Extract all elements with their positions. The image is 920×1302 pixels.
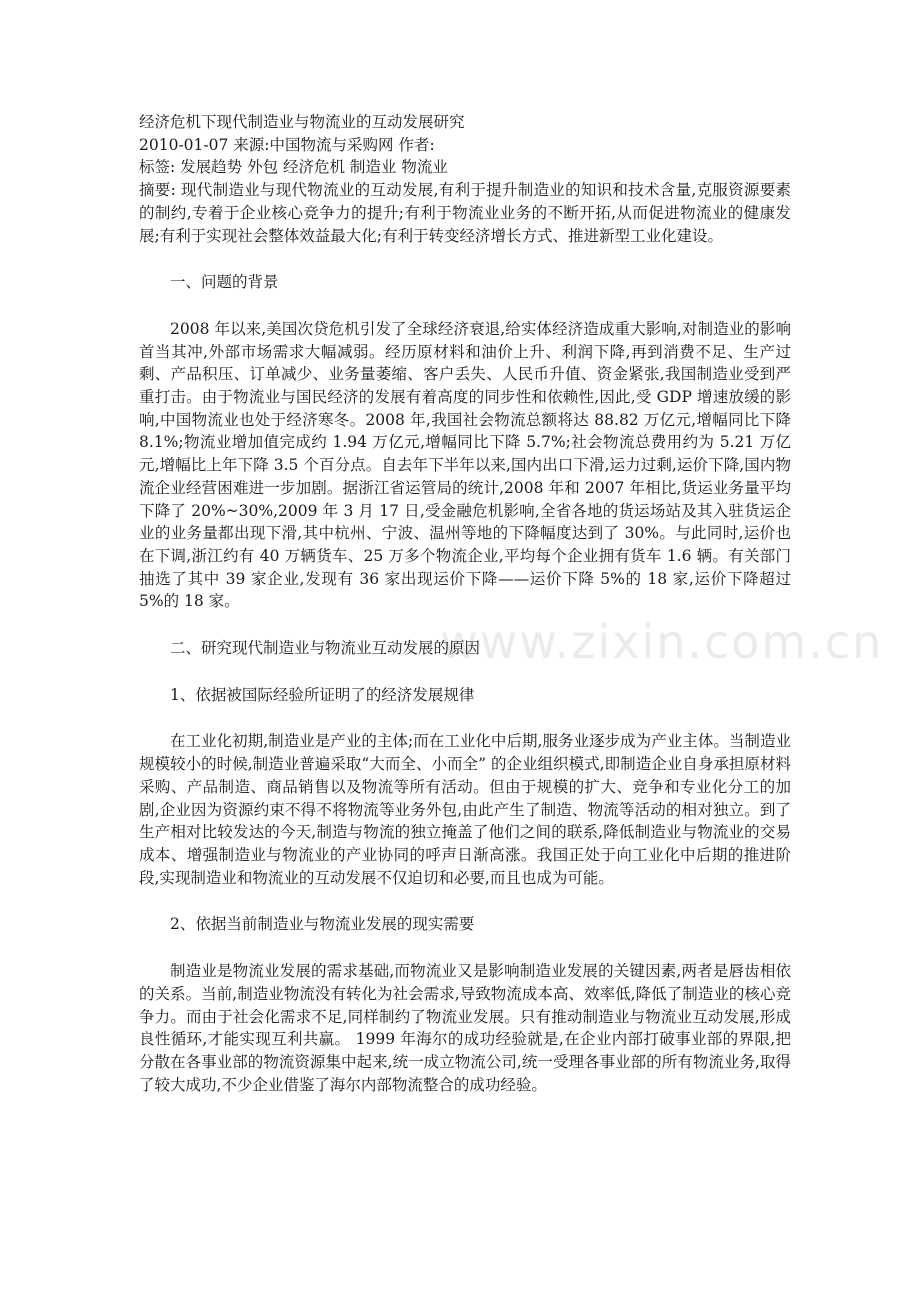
section-heading-reasons: 二、研究现代制造业与物流业互动发展的原因 [170, 639, 481, 658]
section-paragraph-background: 2008 年以来,美国次贷危机引发了全球经济衰退,给实体经济造成重大影响,对制造业的影响首当其冲,外部市场需求大幅减弱。经历原材料和油价上升、利润下降,再到消费不足、生产过剩、产品积压、订单减少、业务量萎缩、客户丢失、人民币升值、资金紧张,我国制造业受到严重打击。由于物流业与国民经济的发展有着高度的同步性和依赖性,因此,受 GDP 增速放缓的影响,中国物流业也处于经济寒冬。2008 年,我国社会物流总额将达 88.82 万亿元,增幅同比下降 8.1%;物流业增加值完成约 1.94 万亿元,增幅同比下降 5.7%;社会物流总费用约为 5.21 万亿元,增幅比上年下降 3.5 个百分点。自去年下半年以来,国内出口下滑,运力过剩,运价下降,国内物流企业经营困难进一步加剧。据浙江省运管局的统计,2008 年和 2007 年相比,货运业务量平均下降了 20%~30%,2009 年 3 月 17 日,受金融危机影响,全省各地的货运场站及其入驻货运企业的业务量都出现下滑,其中杭州、宁波、温州等地的下降幅度达到了 30%。与此同时,运价也在下调,浙江约有 40 万辆货车、25 万多个物流企业,平均每个企业拥有货车 1.6 辆。有关部门抽选了其中 39 家企业,发现有 36 家出现运价下降——运价下降 5%的 18 家,运价下降超过 5%的 18 家。 [139, 319, 791, 611]
subsection-paragraph-2: 制造业是物流业发展的需求基础,而物流业又是影响制造业发展的关键因素,两者是唇齿相依的关系。当前,制造业物流没有转化为社会需求,导致物流成本高、效率低,降低了制造业的核心竞争力。而由于社会化需求不足,同样制约了物流业发展。只有推动制造业与物流业互动发展,形成良性循环,才能实现互利共赢。 1999 年海尔的成功经验就是,在企业内部打破事业部的界限,把分散在各事业部的物流资源集中起来,统一成立物流公司,统一受理各事业部的所有物流业务,取得了较大成功,不少企业借鉴了海尔内部物流整合的成功经验。 [139, 962, 791, 1094]
watermark: www.zixin.com.cn [440, 615, 884, 669]
article-meta: 2010-01-07 来源:中国物流与采购网 作者: [139, 135, 435, 154]
article-tags: 标签: 发展趋势 外包 经济危机 制造业 物流业 [139, 158, 448, 177]
document-page [139, 111, 791, 1096]
subsection-heading-1: 1、依据被国际经验所证明了的经济发展规律 [170, 685, 475, 704]
article-title: 经济危机下现代制造业与物流业的互动发展研究 [139, 113, 465, 131]
subsection-paragraph-1: 在工业化初期,制造业是产业的主体;而在工业化中后期,服务业逐步成为产业主体。当制造业规模较小的时候,制造业普遍采取“大而全、小而全” 的企业组织模式,即制造企业自身承担原材料采购、产品制造、商品销售以及物流等所有活动。但由于规模的扩大、竞争和专业化分工的加剧,企业因为资源约束不得不将物流等业务外包,由此产生了制造、物流等活动的相对独立。到了生产相对比较发达的今天,制造与物流的独立掩盖了他们之间的联系,降低制造业与物流业的交易成本、增强制造业与物流业的产业协同的呼声日渐高涨。我国正处于向工业化中后期的推进阶段,实现制造业和物流业的互动发展不仅迫切和必要,而且也成为可能。 [139, 732, 791, 887]
article-abstract: 摘要: 现代制造业与现代物流业的互动发展,有利于提升制造业的知识和技术含量,克服资源要素的制约,专着于企业核心竞争力的提升;有利于物流业业务的不断开拓,从而促进物流业的健康发展;有利于实现社会整体效益最大化;有利于转变经济增长方式、推进新型工业化建设。 [139, 181, 791, 245]
subsection-heading-2: 2、依据当前制造业与物流业发展的现实需要 [170, 915, 475, 934]
section-heading-background: 一、问题的背景 [170, 273, 279, 292]
